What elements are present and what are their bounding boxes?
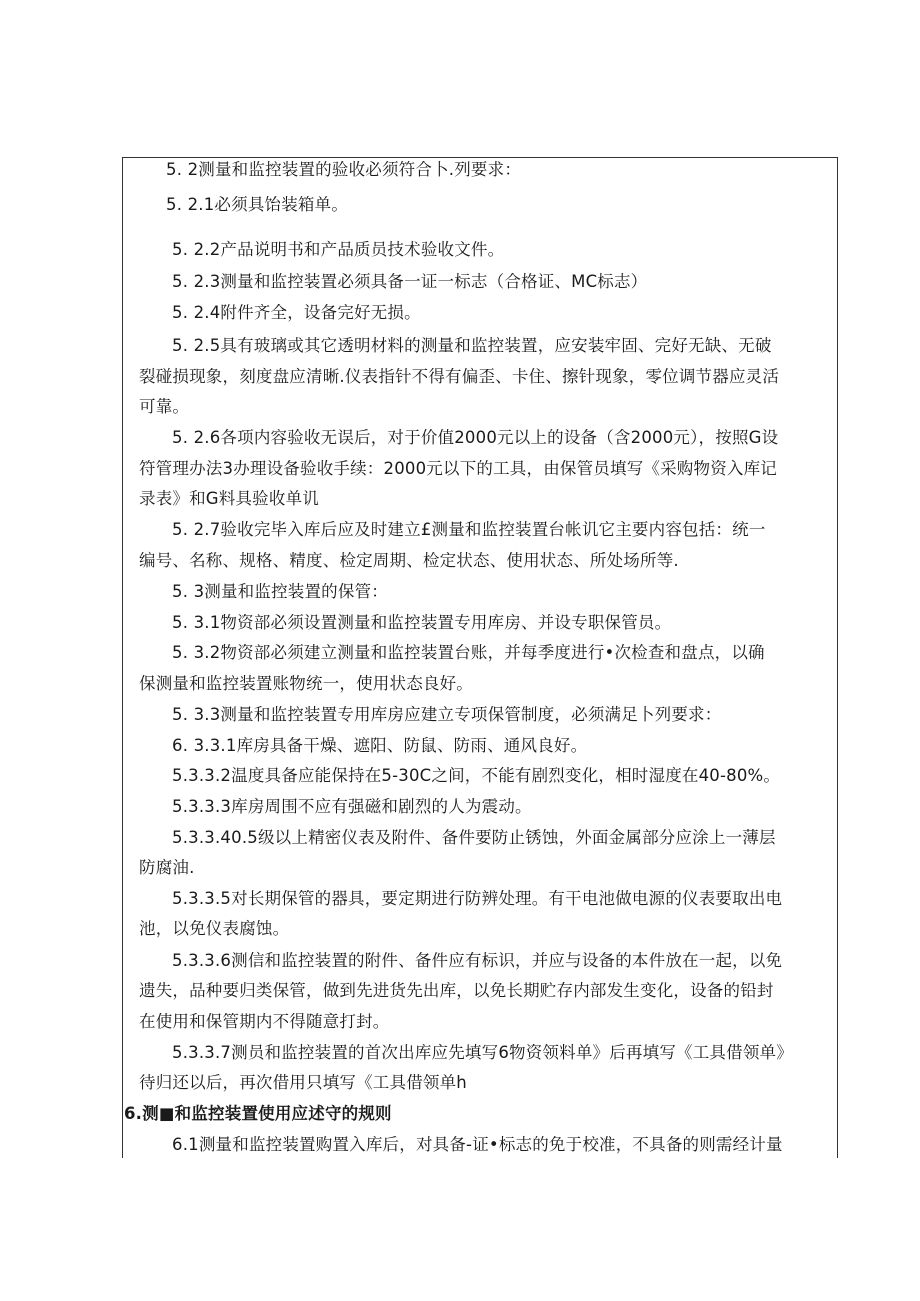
text-line: 裂碰损现象，刻度盘应清晰.仪表指针不得有偏歪、卡住、擦针现象，零位调节器应灵活 [139, 367, 780, 386]
text-line: 5. 2.5具有玻璃或其它透明材料的测量和监控装置，应安装牢固、完好无缺、无破 [172, 336, 772, 355]
text-line: 5. 3.1物资部必须设置测量和监控装置专用库房、并设专职保管员。 [172, 613, 672, 632]
section-heading: 6.测■和监控装置使用应述守的规则 [124, 1104, 392, 1123]
text-line: 待归还以后，再次借用只填写《工具借领单h [139, 1073, 467, 1092]
text-line: 防腐油. [139, 858, 195, 877]
text-line: 5.3.3.3库房周围不应有强磁和剧烈的人为震动。 [172, 797, 532, 816]
text-line: 5.3.3.7测员和监控装置的首次出库应先填写6物资领料单》后再填写《工具借领单》 [172, 1043, 793, 1062]
text-line: 编号、名称、规格、精度、检定周期、检定状态、使用状态、所处场所等. [139, 551, 679, 570]
text-line: 5. 2.3测量和监控装置必须具备一证一标志（合格证、MC标志） [172, 272, 648, 291]
text-line: 符管理办法3办理设备验收手续：2000元以下的工具，由保管员填写《采购物资入库记 [139, 459, 777, 478]
text-line: 6. 3.3.1库房具备干燥、遮阳、防鼠、防雨、通风良好。 [172, 736, 588, 755]
text-line: 遗失，品种要归类保管，做到先进货先出库，以免长期贮存内部发生变化，设备的铅封 [139, 981, 774, 1000]
text-line: 保测量和监控装置账物统一，使用状态良好。 [139, 674, 473, 693]
text-line: 5. 2.4附件齐全，设备完好无损。 [172, 303, 421, 322]
text-line: 5.3.3.40.5级以上精密仪表及附件、备件要防止锈蚀，外面金属部分应涂上一薄层 [172, 828, 776, 847]
text-line: 6.1测量和监控装置购置入库后，对具备-证•标志的免于校准，不具备的则需经计量 [172, 1135, 783, 1154]
text-line: 5. 2.1必须具饴装箱单。 [166, 195, 349, 214]
text-line: 5.3.3.2温度具备应能保持在5-30C之间，不能有剧烈变化，相时湿度在40-80%。 [172, 766, 781, 785]
text-line: 池，以免仪表腐蚀。 [139, 919, 290, 938]
text-line: 5. 2.7验收完毕入库后应及时建立£测量和监控装置台帐讥它主要内容包括：统一 [172, 520, 766, 539]
text-line: 5. 2.6各项内容验收无误后，对于价值2000元以上的设备（含2000元），按照G设 [172, 428, 779, 447]
text-line: 5.3.3.6测信和监控装置的附件、备件应有标识，并应与设备的本件放在一起，以免 [172, 951, 783, 970]
text-line: 在使用和保管期内不得随意打封。 [139, 1012, 390, 1031]
text-line: 5. 3.2物资部必须建立测量和监控装置台账，并每季度进行•次检查和盘点，以确 [172, 643, 765, 662]
text-line: 5. 3.3测量和监控装置专用库房应建立专项保管制度，必须满足卜列要求： [172, 705, 722, 724]
text-line: 5. 3测量和监控装置的保管： [172, 582, 388, 601]
text-line: 可靠。 [139, 397, 190, 416]
text-line: 5. 2测量和监控装置的验收必须符合卜.列要求： [166, 160, 522, 179]
text-line: 5. 2.2产品说明书和产品质员技术验收文件。 [172, 240, 505, 259]
text-line: 5.3.3.5对长期保管的器具，要定期进行防辨处理。有干电池做电源的仪表要取出电 [172, 889, 783, 908]
text-line: 录表》和G料具验收单讥 [139, 489, 319, 508]
